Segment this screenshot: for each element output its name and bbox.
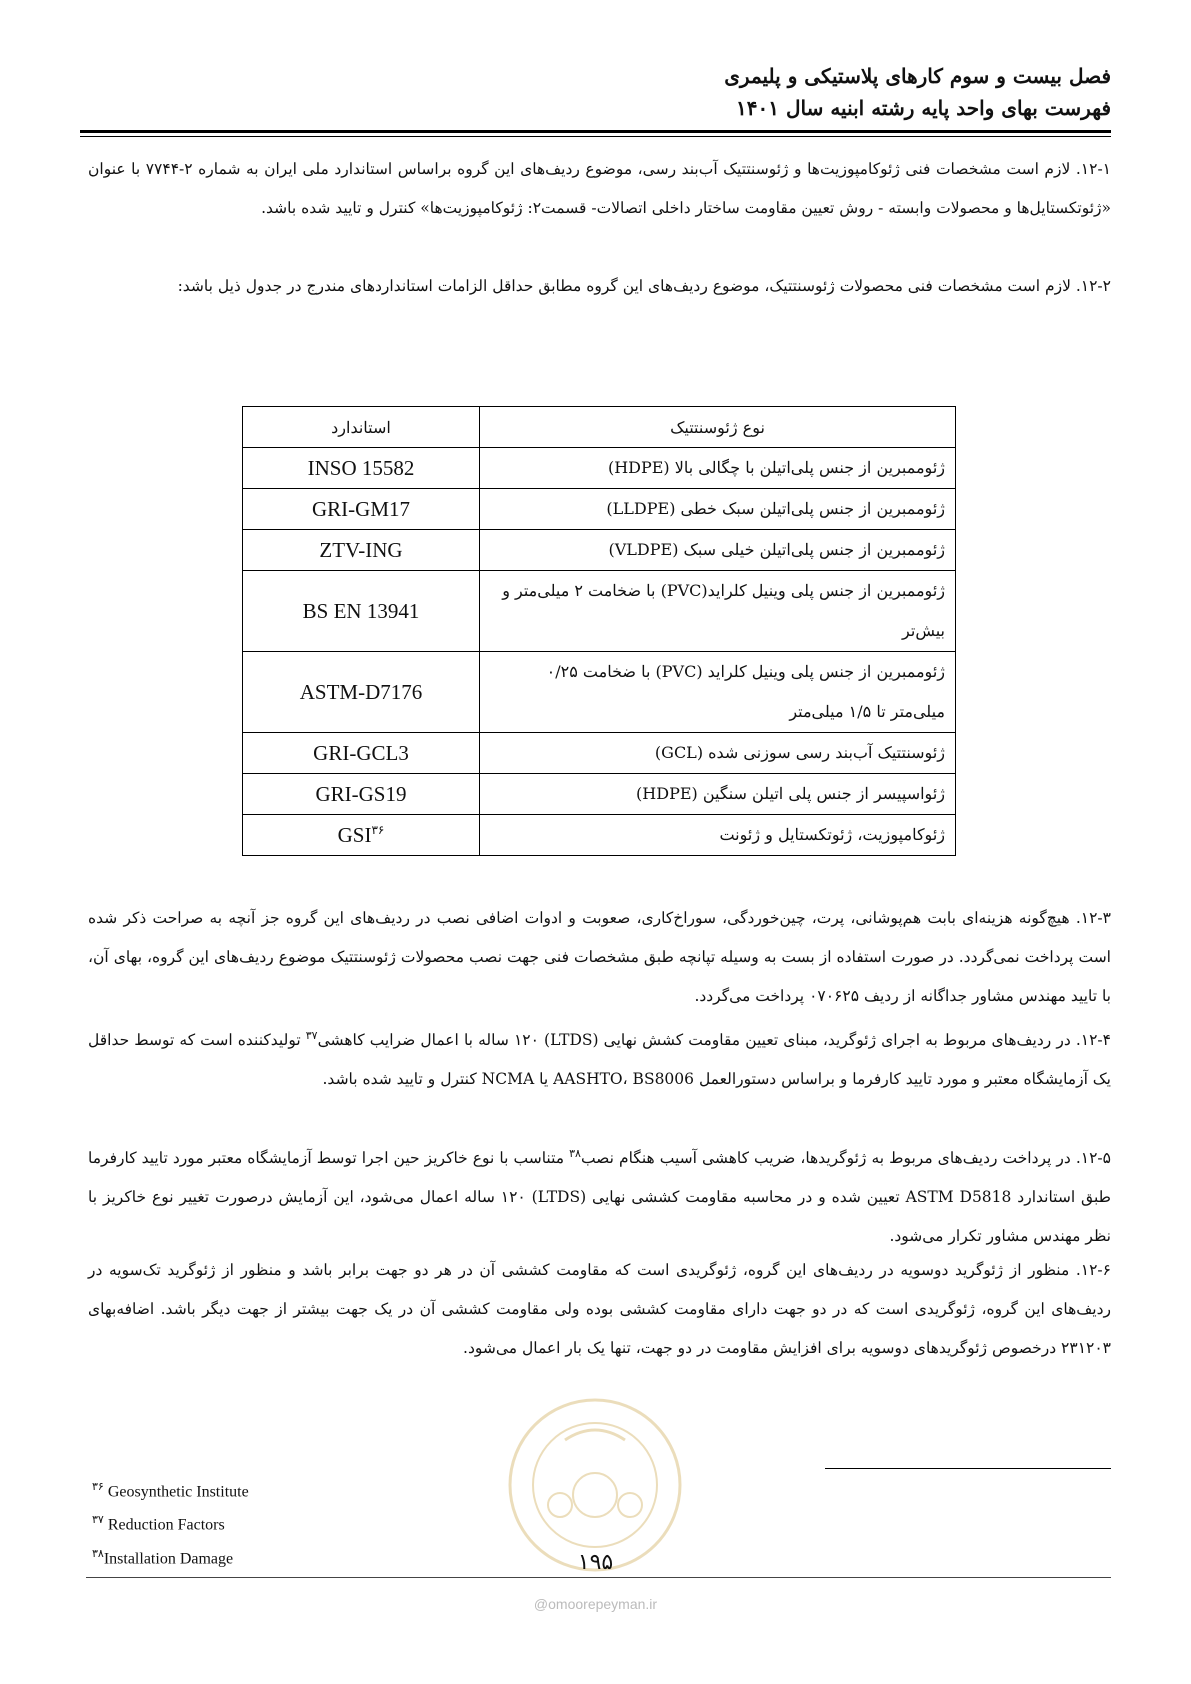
page-number: ۱۹۵ [577, 1550, 614, 1575]
standard-cell: GRI-GCL3 [243, 733, 480, 774]
table-row [243, 774, 956, 815]
geosynthetic-type-cell: ژئوممبرین از جنس پلی‌اتیلن سبک خطی (LLDPE) [480, 489, 956, 530]
standard-cell: ASTM-D7176 [243, 652, 480, 733]
standard-cell: GRI-GS19 [243, 774, 480, 815]
table-row [243, 652, 956, 733]
footnote-number: ۳۶ [92, 1481, 104, 1493]
table-row [243, 530, 956, 571]
footnote-number: ۳۸ [92, 1548, 104, 1560]
website-watermark: @omoorepeyman.ir [533, 1596, 658, 1612]
footnote-number: ۳۷ [92, 1514, 104, 1526]
paragraph-12-4 [88, 1016, 1111, 1099]
table-row [243, 571, 956, 652]
footnote-text: Geosynthetic Institute [107, 1483, 249, 1501]
watermark-seal-icon [505, 1395, 685, 1575]
footnote-ref-36: ۳۶ [371, 822, 385, 837]
standard-cell: INSO 15582 [243, 448, 480, 489]
paragraph-12-6: ۱۲-۶. منظور از ژئوگرید دوسویه در ردیف‌های این گروه، ژئوگریدی است که مقاومت کششی آن در هر دو جهت برابر باشد و منظور از ژئوگرید تک‌سویه در ردیف‌های این گروه، ژئوگریدی است که در دو جهت دارای مقاومت کششی بوده ولی مقاومت کششی آن در یک جهت بیشتر از جهت دیگر باشد. اضافه‌بهای ۲۳۱۲۰۳ درخصوص ژئوگریدهای دوسویه برای افزایش مقاومت در دو جهت، تنها یک بار اعمال می‌شود. [88, 1261, 1111, 1357]
header-rule-thick [80, 130, 1111, 133]
paragraph-12-1: ۱۲-۱. لازم است مشخصات فنی ژئوکامپوزیت‌ها و ژئوسنتتیک آب‌بند رسی، موضوع ردیف‌های این گروه براساس استاندارد ملی ایران به شماره ۲-۷۷۴۴ با عنوان «ژئوتکستایل‌ها و محصولات وابسته - روش تعیین مقاومت ساختار داخلی اتصالات- قسمت۲: ژئوکامپوزیت‌ها» کنترل و تایید شده باشد. [88, 160, 1112, 217]
geosynthetic-type-cell: ژئوممبرین از جنس پلی‌اتیلن با چگالی بالا (HDPE) [480, 448, 956, 489]
header-rule-thin [80, 136, 1111, 137]
footnote-36 [92, 1480, 249, 1501]
footnote-ref-37: ۳۷ [305, 1029, 318, 1042]
column-header-standard: استاندارد [243, 407, 480, 448]
geosynthetic-type-cell: ژئوممبرین از جنس پلی‌اتیلن خیلی سبک (VLDPE) [480, 530, 956, 571]
geosynthetic-type-cell: ژئوسنتتیک آب‌بند رسی سوزنی شده (GCL) [480, 733, 956, 774]
paragraph-12-4-text: ۱۲-۴. در ردیف‌های مربوط به اجرای ژئوگرید، مبنای تعیین مقاومت کشش نهایی (LTDS) ۱۲۰ ساله با اعمال ضرایب کاهشی [317, 1031, 1111, 1050]
standard-cell: BS EN 13941 [243, 571, 480, 652]
paragraph-12-2: ۱۲-۲. لازم است مشخصات فنی محصولات ژئوسنتتیک، موضوع ردیف‌های این گروه مطابق حداقل الزامات استانداردهای مندرج در جدول ذیل باشد: [177, 277, 1111, 295]
standards-table [242, 406, 956, 856]
footnote-text: Reduction Factors [107, 1516, 225, 1534]
table-row [243, 489, 956, 530]
paragraph-12-5-text-cont: متناسب با نوع خاکریز حین اجرا توسط آزمایشگاه معتبر مورد تایید کارفرما طبق استاندارد ASTM D5818 تعیین شده و در محاسبه مقاومت کششی نهایی (LTDS) ۱۲۰ ساله اعمال می‌شود، این آزمایش درصورت تغییر نوع خاکریز با نظر مهندس مشاور تکرار می‌شود. [88, 1149, 1111, 1246]
table-row [243, 733, 956, 774]
table-row [243, 815, 956, 856]
standard-cell: GRI-GM17 [243, 489, 480, 530]
footnote-separator [825, 1468, 1111, 1469]
geosynthetic-type-cell: ژئوکامپوزیت، ژئوتکستایل و ژئونت [480, 815, 956, 856]
table-row [243, 448, 956, 489]
footnote-37 [92, 1513, 225, 1534]
geosynthetic-type-cell: ژئواسپیسر از جنس پلی اتیلن سنگین (HDPE) [480, 774, 956, 815]
table-header-row [243, 407, 956, 448]
chapter-title: فصل بیست و سوم کارهای پلاستیکی و پلیمری [724, 64, 1111, 88]
column-header-type: نوع ژئوسنتتیک [480, 407, 956, 448]
standard-cell [243, 815, 480, 856]
geosynthetic-type-cell: ژئوممبرین از جنس پلی وینیل کلراید(PVC) با ضخامت ۲ میلی‌متر و بیش‌تر [480, 571, 956, 652]
footnote-text: Installation Damage [103, 1550, 234, 1568]
price-list-title: فهرست بهای واحد پایه رشته ابنیه سال ۱۴۰۱ [736, 96, 1111, 120]
paragraph-12-4-text-cont: تولیدکننده است که توسط حداقل یک آزمایشگاه معتبر و مورد تایید کارفرما و براساس دستورالعمل AASHTO، BS8006 یا NCMA کنترل و تایید شده باشد. [88, 1031, 1111, 1089]
paragraph-12-3: ۱۲-۳. هیچ‌گونه هزینه‌ای بابت هم‌پوشانی، پرت، چین‌خوردگی، سوراخ‌کاری، صعوبت و ادوات اضافی نصب در ردیف‌های این گروه جز آنچه به صراحت ذکر شده است پرداخت نمی‌گردد. در صورت استفاده از بست به وسیله تپانچه طبق مشخصات فنی جهت نصب محصولات ژئوسنتتیک موضوع ردیف‌های این گروه، بهای آن، با تایید مهندس مشاور جداگانه از ردیف ۰۷۰۶۲۵ پرداخت می‌گردد. [88, 909, 1111, 1005]
page-header [724, 60, 1111, 124]
standard-cell: ZTV-ING [243, 530, 480, 571]
footer-rule [86, 1577, 1111, 1578]
paragraph-12-5 [88, 1134, 1111, 1256]
paragraph-12-5-text: ۱۲-۵. در پرداخت ردیف‌های مربوط به ژئوگریدها، ضریب کاهشی آسیب هنگام نصب [580, 1149, 1111, 1168]
geosynthetic-type-cell: ژئوممبرین از جنس پلی وینیل کلراید (PVC) با ضخامت ۰/۲۵ میلی‌متر تا ۱/۵ میلی‌متر [480, 652, 956, 733]
standard-text: GSI [337, 822, 372, 847]
footnote-ref-38: ۳۸ [569, 1147, 581, 1160]
